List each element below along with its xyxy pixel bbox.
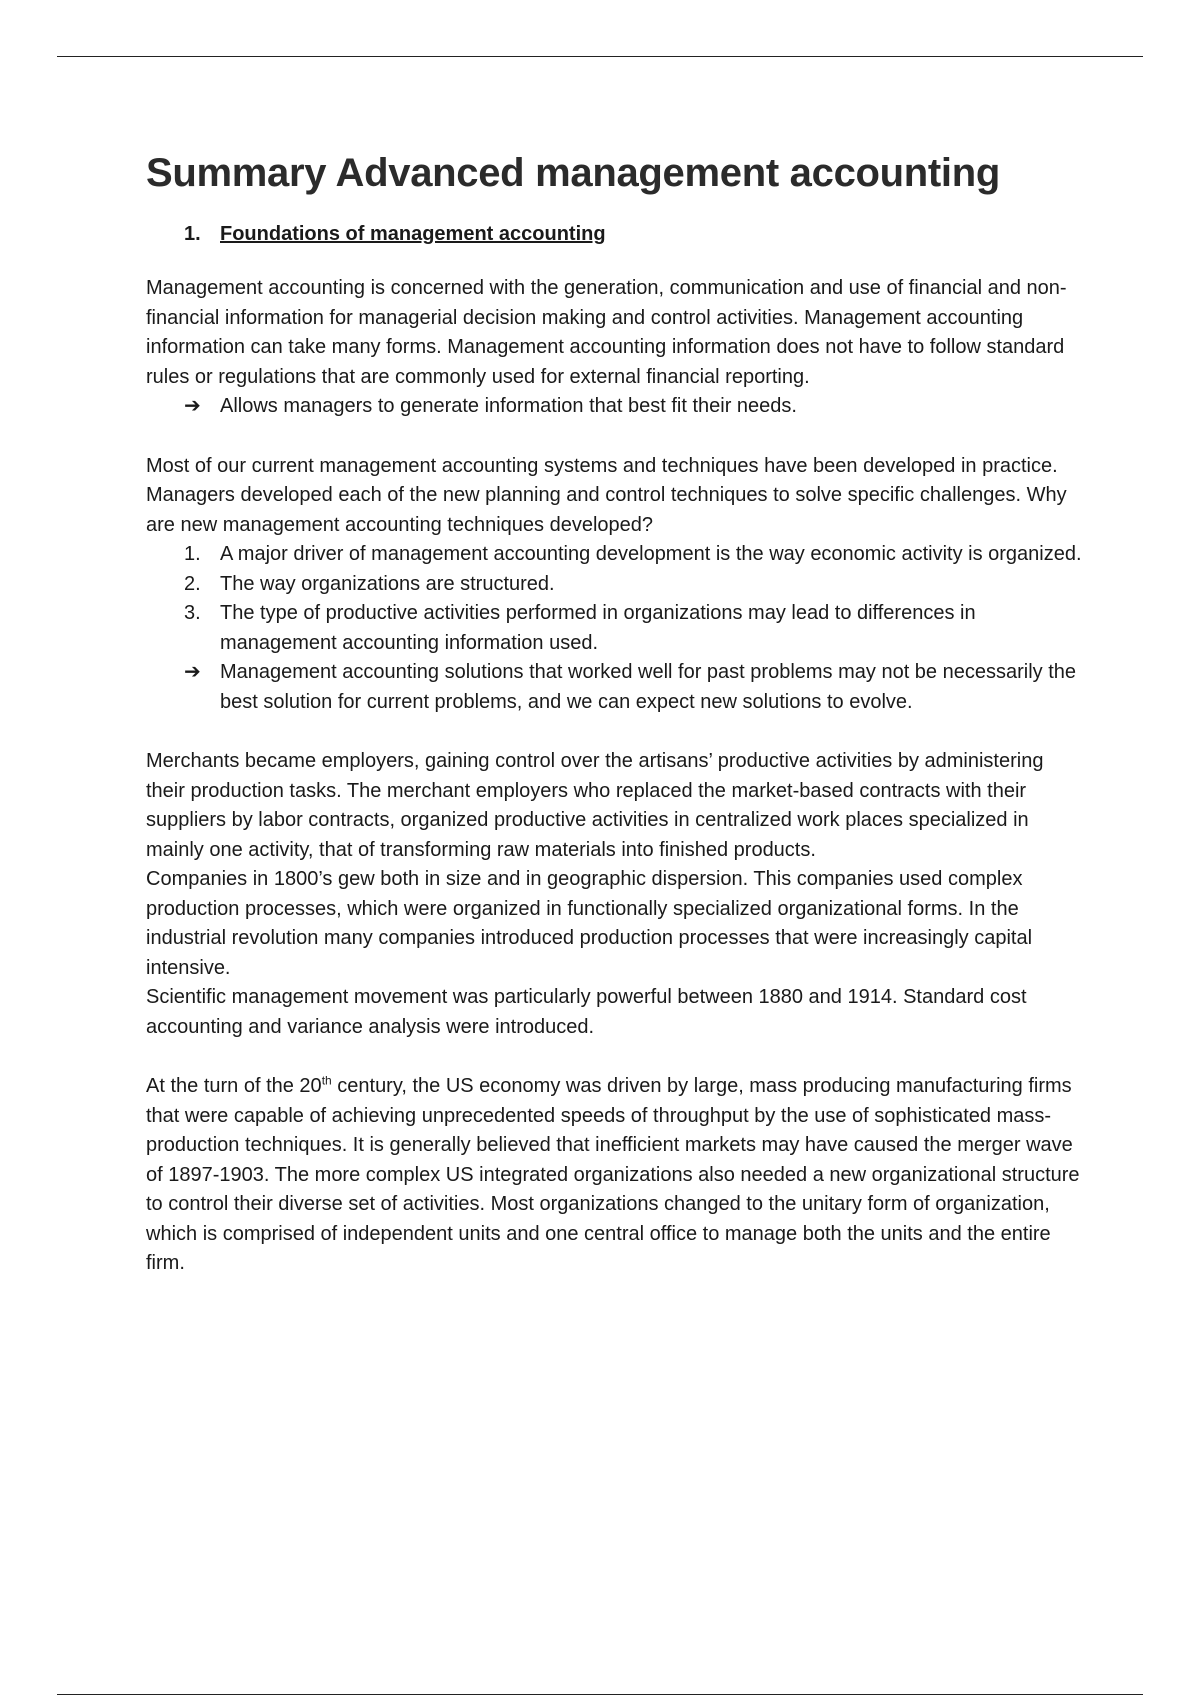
list-item (146, 658, 1086, 717)
arrow-item-text: Allows managers to generate information that best fit their needs. (220, 395, 797, 417)
paragraph-6-rest: century, the US economy was driven by large, mass producing manufacturing firms that were capable of achieving unprecedented speeds of throughput by the use of sophisticated mass-production techniques. It is generally believed that inefficient markets may have caused the merger wave of 1897-1903. The more complex US integrated organizations also needed a new organizational structure to control their diverse set of activities. Most organizations changed to the unitary form of organization, which is comprised of independent units and one central office to manage both the units and the entire firm. (146, 1075, 1080, 1274)
list-marker: 2. (184, 572, 201, 595)
arrow-icon: ➔ (184, 661, 201, 683)
list-marker: 3. (184, 602, 201, 624)
arrow-item (146, 392, 1086, 422)
section-title: Foundations of management accounting (220, 223, 606, 245)
list-item (146, 599, 1086, 658)
list-item-text: The type of productive activities performed in organizations may lead to differences in management accounting information used. (220, 602, 976, 654)
footer-rule (57, 1694, 1143, 1695)
paragraph-6 (146, 1072, 1086, 1279)
paragraph-3: Merchants became employers, gaining control over the artisans’ productive activities by administering their production tasks. The merchant employers who replaced the market-based contracts with their suppliers by labor contracts, organized productive activities in centralized work places specialized in mainly one activity, that of transforming raw materials into finished products. (146, 750, 1044, 861)
list-marker: 1. (184, 543, 201, 565)
header-rule (57, 56, 1143, 57)
document-title: Summary Advanced management accounting (146, 151, 1001, 195)
document-body (146, 148, 1086, 1279)
paragraph-2: Most of our current management accounting systems and techniques have been developed in practice. Managers developed each of the new planning and control techniques to solve specific challenges. Why are new management accounting techniques developed? (146, 454, 1067, 536)
paragraph-6-start: At the turn of the 20 (146, 1075, 322, 1097)
superscript: th (321, 1073, 332, 1088)
list-item-text: The way organizations are structured. (220, 572, 555, 595)
list-item-text: A major driver of management accounting development is the way economic activity is organized. (220, 543, 1082, 565)
list-item-text: Management accounting solutions that worked well for past problems may not be necessarily the best solution for current problems, and we can expect new solutions to evolve. (220, 661, 1077, 713)
paragraph-5: Scientific management movement was particularly powerful between 1880 and 1914. Standard cost accounting and variance analysis were introduced. (146, 986, 1027, 1038)
paragraph-4: Companies in 1800’s gew both in size and in geographic dispersion. This companies used complex production processes, which were organized in functionally specialized organizational forms. In the industrial revolution many companies introduced production processes that were increasingly capital intensive. (146, 868, 1033, 979)
list-item (146, 540, 1086, 570)
paragraph-1: Management accounting is concerned with the generation, communication and use of financial and non-financial information for managerial decision making and control activities. Management accounting information can take many forms. Management accounting information does not have to follow standard rules or regulations that are commonly used for external financial reporting. (146, 277, 1067, 388)
section-heading (146, 220, 1086, 248)
arrow-icon: ➔ (184, 395, 201, 417)
section-number: 1. (184, 223, 201, 245)
list-item (146, 570, 1086, 600)
